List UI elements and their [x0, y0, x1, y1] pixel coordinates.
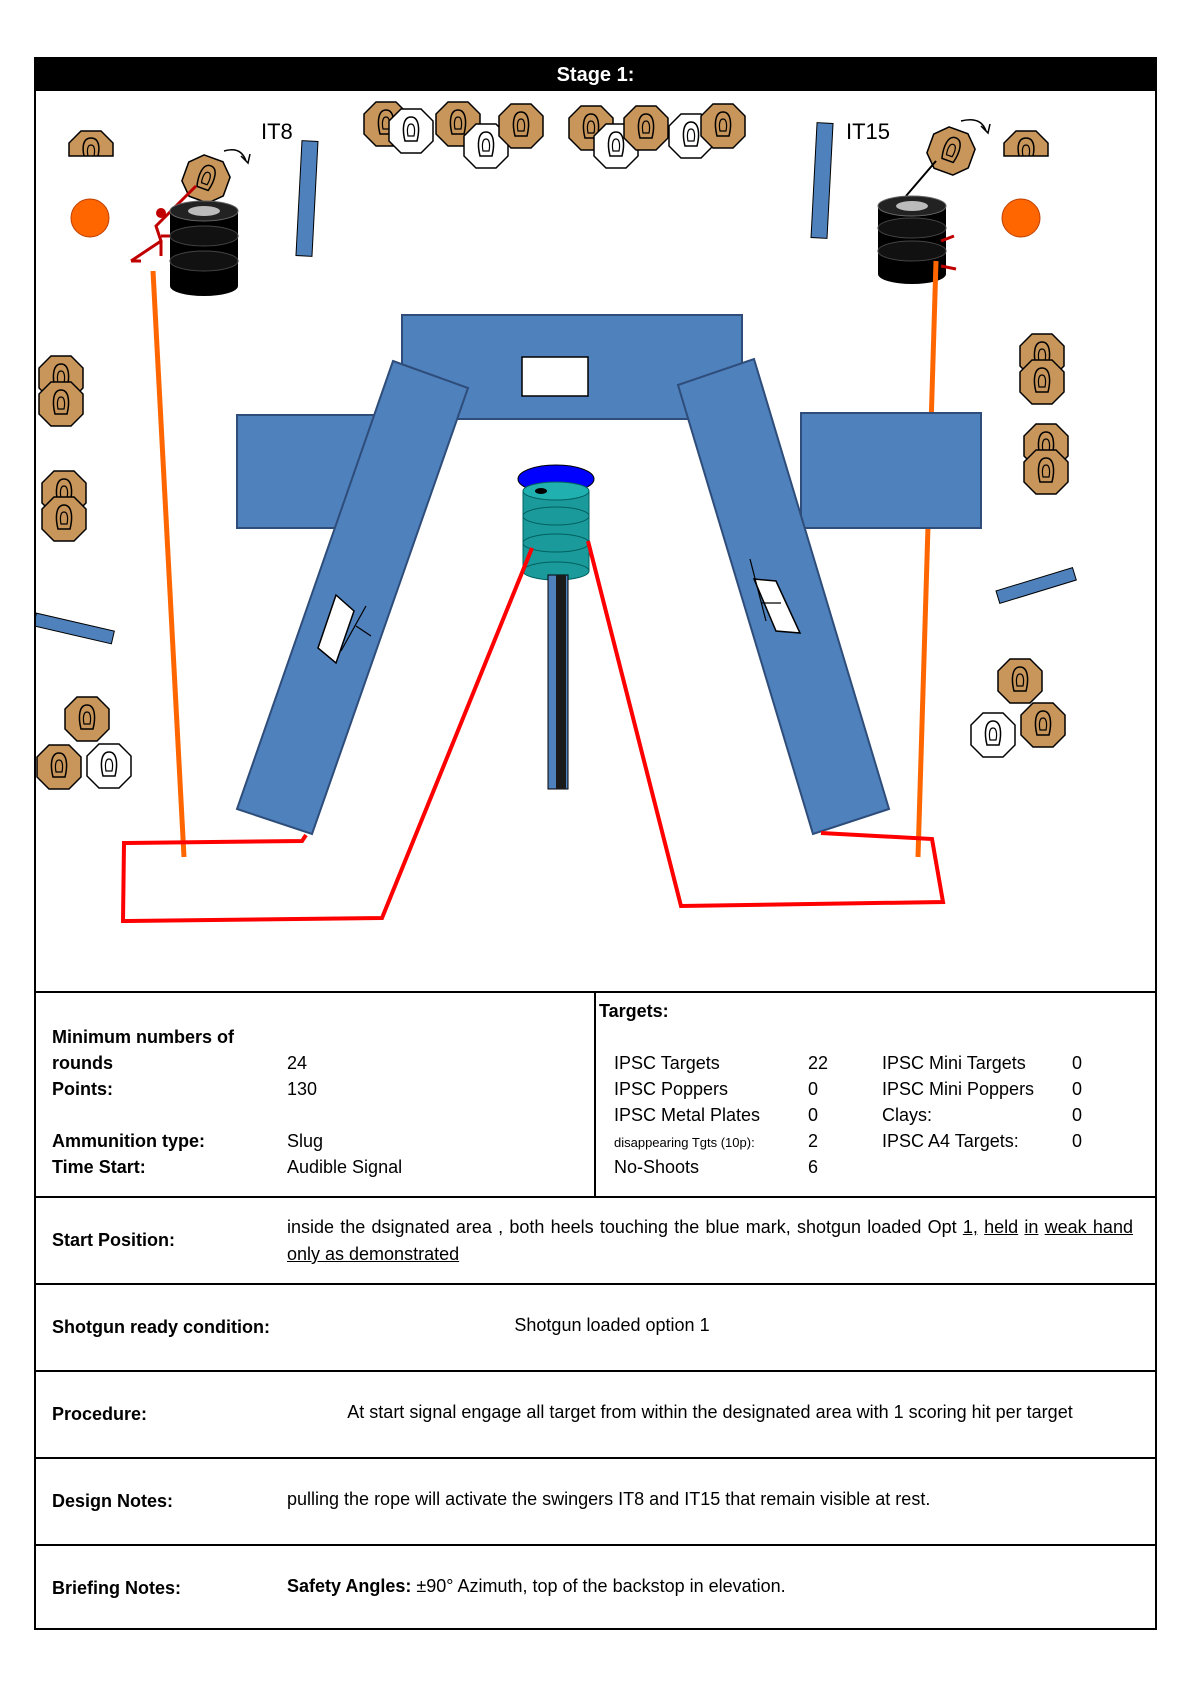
divider: [594, 993, 596, 1196]
points-value: 130: [287, 1079, 318, 1099]
ready-condition-text: Shotgun loaded option 1: [514, 1315, 710, 1335]
target-type-label: IPSC A4 Targets:: [882, 1131, 1019, 1151]
stage-diagram: [36, 91, 1155, 991]
target-type-value: 0: [808, 1105, 819, 1125]
rope-it15: [918, 261, 936, 857]
target-type-value: 22: [808, 1053, 829, 1073]
it15-label: IT15: [846, 119, 891, 144]
wall-panel-shadow: [556, 575, 566, 789]
barrel: [518, 465, 594, 580]
target-type-value: 0: [1072, 1079, 1083, 1099]
target-type-value: 0: [1072, 1131, 1083, 1151]
safety-angles-label: Safety Angles:: [287, 1576, 412, 1596]
popper-target: [1002, 199, 1040, 237]
target-type-value: 0: [1072, 1105, 1083, 1125]
target-type-label: disappearing Tgts (10p):: [614, 1135, 755, 1150]
tire-stack: [878, 196, 956, 284]
design-notes-label: Design Notes:: [52, 1491, 174, 1511]
target-type-label: IPSC Poppers: [614, 1079, 729, 1099]
wall-panel: [296, 141, 318, 257]
target-array-top-left: [364, 102, 543, 168]
stage-title: Stage 1:: [36, 59, 1155, 91]
procedure-row: [36, 1370, 1155, 1457]
briefing-notes-text: [287, 1576, 786, 1597]
ammo-value: Slug: [287, 1131, 324, 1151]
targets-title: Targets:: [599, 1001, 669, 1021]
stage-sheet: [34, 57, 1157, 1630]
target-array-right: [971, 334, 1068, 757]
barricade-structure: [237, 315, 981, 834]
start-position-label: Start Position:: [52, 1230, 176, 1250]
rope-it8: [153, 271, 184, 857]
design-notes-text: pulling the rope will activate the swingers IT8 and IT15 that remain visible at rest.: [287, 1489, 931, 1509]
safety-angles-text: ±90° Azimuth, top of the backstop in elevation.: [411, 1576, 786, 1596]
start-text-part: weak hand only as demonstrated: [287, 1217, 1133, 1264]
swinger-it15: [906, 120, 990, 196]
target-type-value: 6: [808, 1157, 819, 1177]
start-text-part: in: [1024, 1217, 1039, 1237]
start-text-part: inside the dsignated area , both heels touching the blue mark, shotgun loaded Opt: [287, 1217, 957, 1237]
procedure-label: Procedure:: [52, 1404, 148, 1424]
min-rounds-value: 24: [287, 1053, 308, 1073]
design-notes-row: [36, 1457, 1155, 1544]
ready-condition-label: Shotgun ready condition:: [52, 1317, 270, 1337]
popper-target: [71, 199, 109, 237]
min-rounds-label: Minimum numbers of: [52, 1027, 235, 1047]
target-type-value: 2: [808, 1131, 819, 1151]
target-type-label: IPSC Mini Poppers: [882, 1079, 1035, 1099]
briefing-notes-row: [36, 1544, 1155, 1630]
stage-info: [36, 991, 1155, 1196]
target-type-label: Clays:: [882, 1105, 933, 1125]
wall-panel: [996, 568, 1076, 604]
target-type-value: 0: [1072, 1053, 1083, 1073]
time-start-label: Time Start:: [52, 1157, 146, 1177]
points-label: Points:: [52, 1079, 113, 1099]
start-position-row: [36, 1196, 1155, 1283]
ready-condition-row: [36, 1283, 1155, 1370]
target-type-label: IPSC Targets: [614, 1053, 720, 1073]
start-mark-box: [522, 357, 588, 396]
wall-panel: [36, 613, 114, 644]
target-type-label: IPSC Mini Targets: [882, 1053, 1026, 1073]
paper-target: [1004, 131, 1048, 156]
start-text-part: 1,: [962, 1217, 978, 1237]
wall-panel: [811, 123, 833, 239]
min-rounds-label-cont: rounds: [52, 1053, 113, 1073]
procedure-text: At start signal engage all target from within the designated area with 1 scoring hit per target: [347, 1402, 1073, 1422]
ammo-label: Ammunition type:: [52, 1131, 205, 1151]
time-start-value: Audible Signal: [287, 1157, 403, 1177]
start-text-part: held: [984, 1217, 1019, 1237]
paper-target: [69, 131, 113, 156]
briefing-notes-label: Briefing Notes:: [52, 1578, 182, 1598]
start-position-text: [287, 1214, 1133, 1268]
it8-label: IT8: [261, 119, 293, 144]
target-array-top-right: [569, 104, 745, 168]
target-type-label: IPSC Metal Plates: [614, 1105, 761, 1125]
target-type-label: No-Shoots: [614, 1157, 700, 1177]
target-array-left: [37, 356, 131, 789]
tire-stack: [170, 201, 238, 296]
target-type-value: 0: [808, 1079, 819, 1099]
